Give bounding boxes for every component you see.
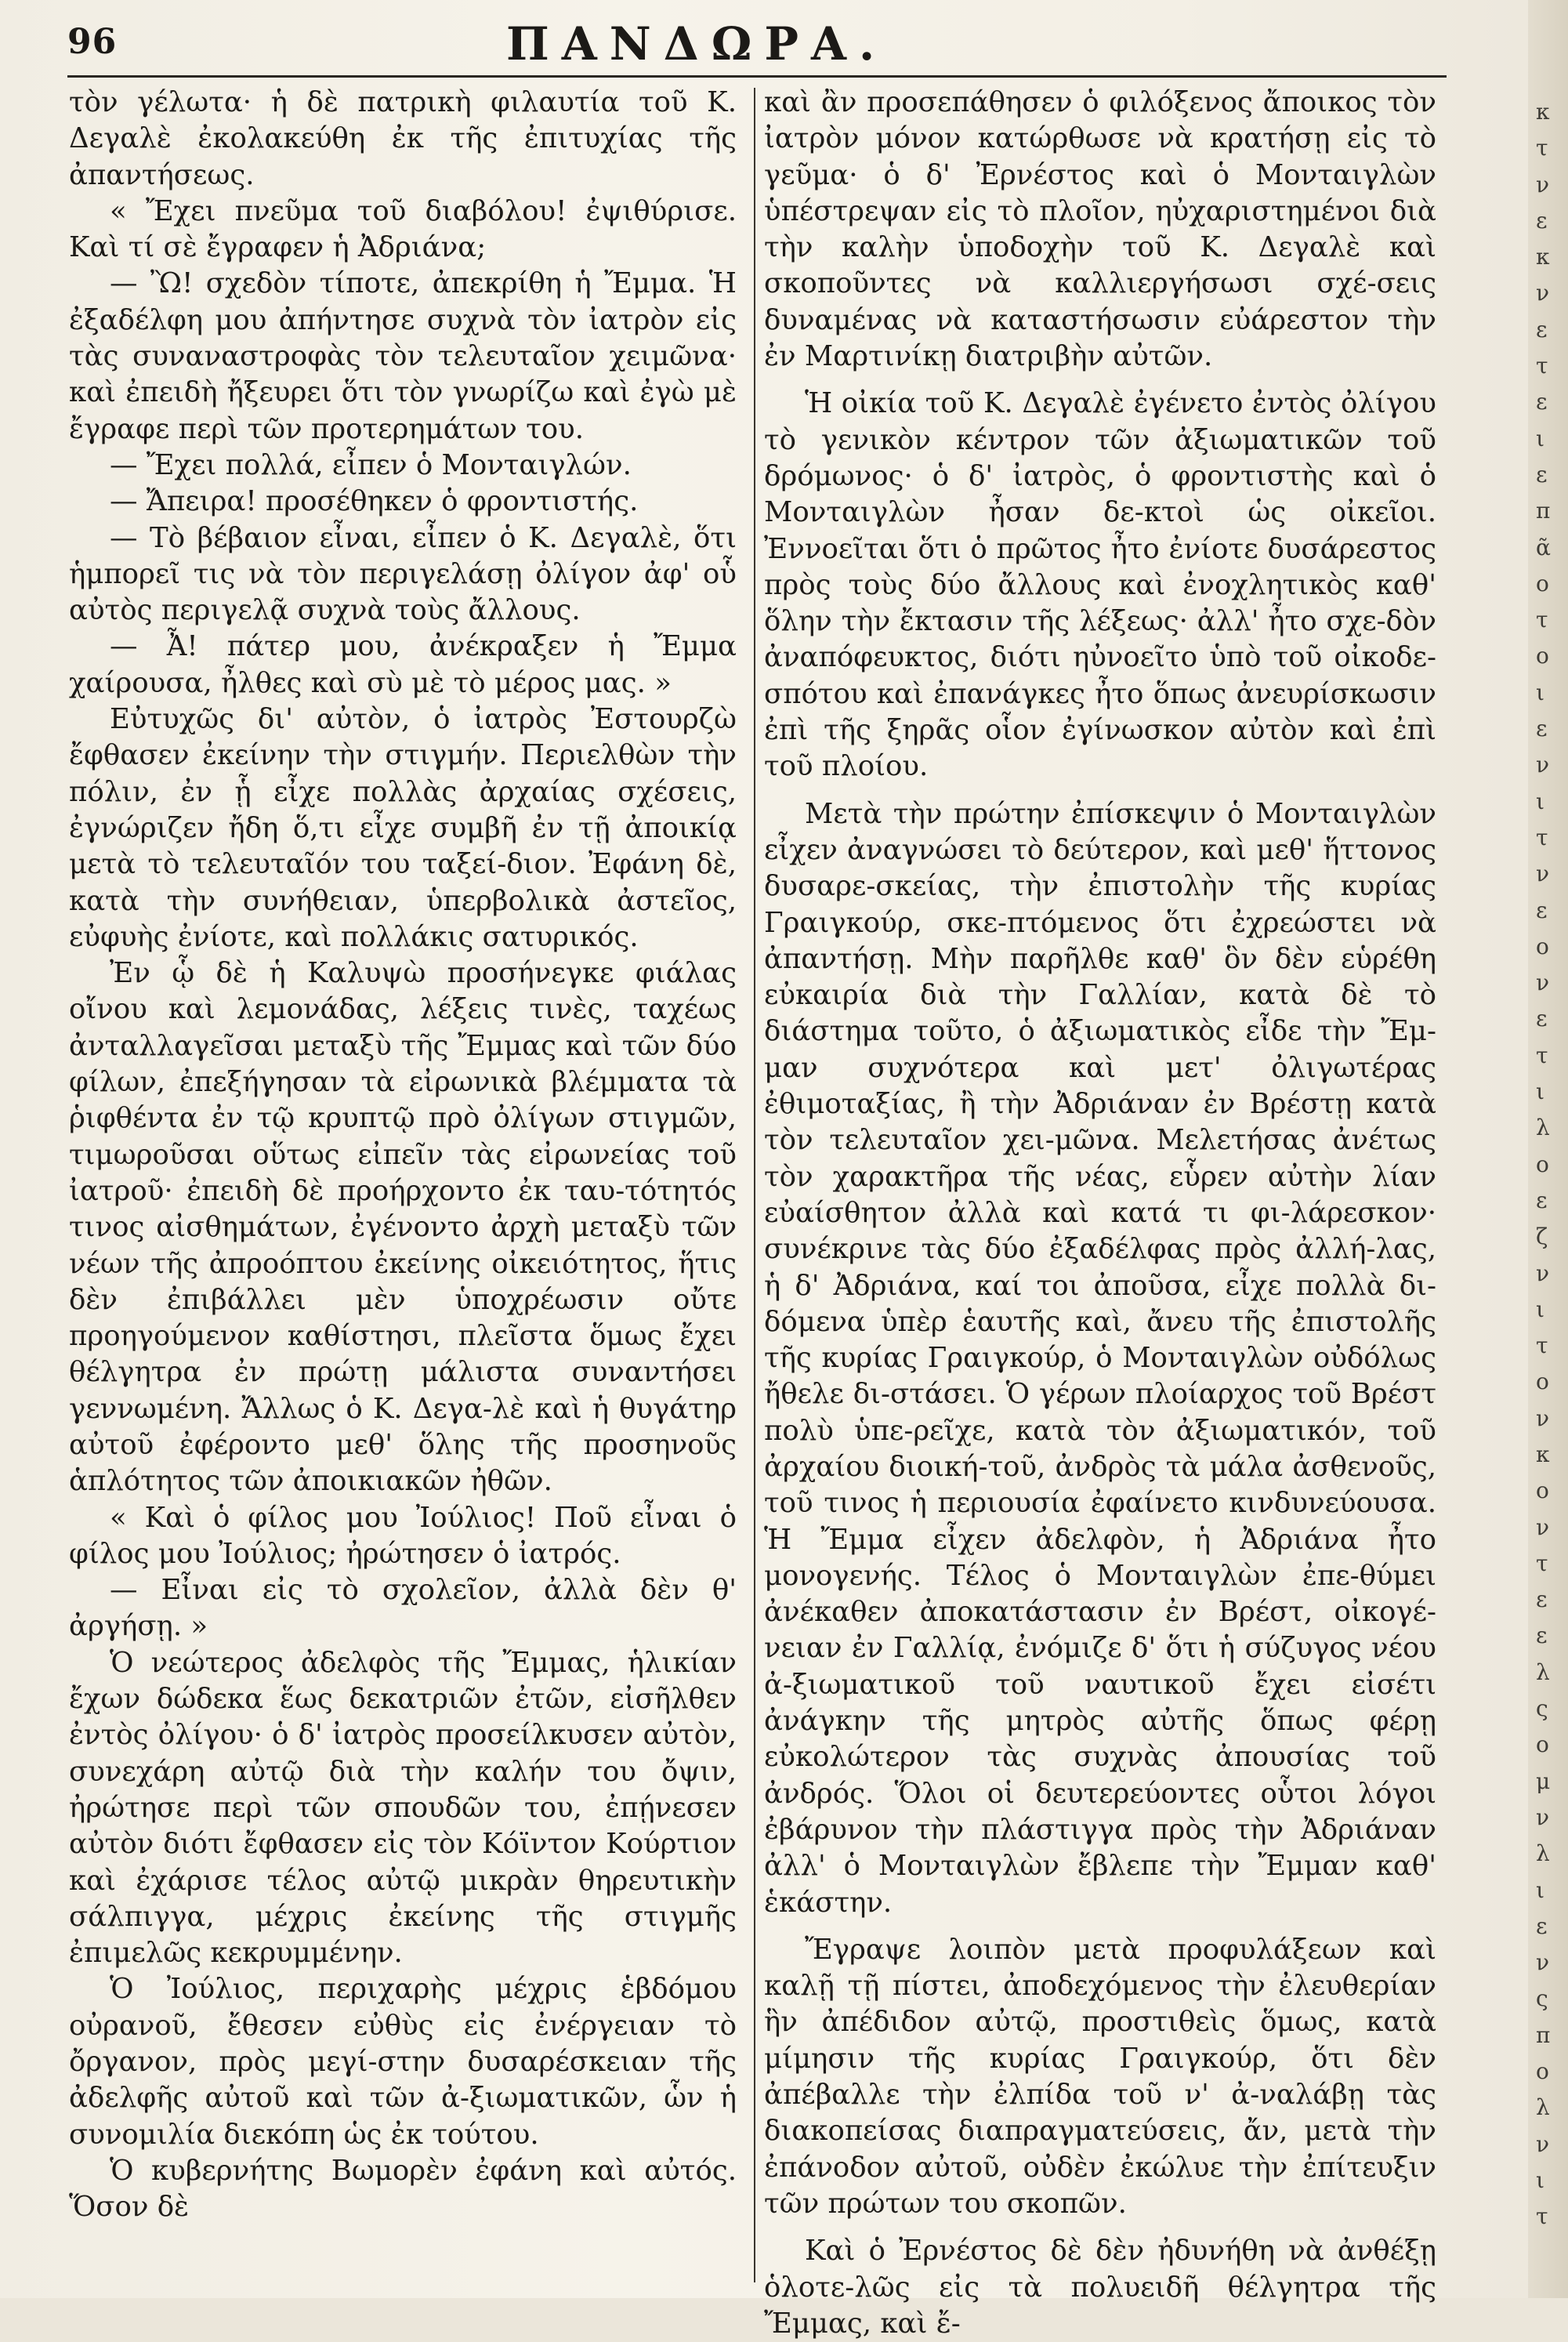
paragraph: Ἐν ᾧ δὲ ἡ Καλυψὼ προσήνεγκε φιάλας οἴνου καὶ λεμονάδας, λέξεις τινὲς, ταχέως ἀνταλλαγεῖσαι μεταξὺ τῆς Ἔμμας καὶ τῶν δύο φίλων, ἐπεξήγησαν τὰ εἰρωνικὰ βλέμματα τὰ ῥιφθέντα ἐν τῷ κρυπτῷ πρὸ ὀλίγων στιγμῶν, τιμωροῦσαι οὕτως εἰπεῖν τὰς εἰρωνείας τοῦ ἰατροῦ· ἐπειδὴ δὲ προήρχοντο ἐκ ταυ-τότητός τινος αἰσθημάτων, ἐγένοντο ἀρχὴ μεταξὺ τῶν νέων τῆς ἀπροόπτου ἐκείνης οἰκειότητος, ἥτις δὲν ἐπιβάλλει μὲν ὑποχρέωσιν οὔτε προηγούμενον καθίστησι, πλεῖστα ὅμως ἔχει θέλγητρα ἐν πρώτῃ μάλιστα συναντήσει γεννωμένη. Ἄλλως ὁ Κ. Δεγα-λὲ καὶ ἡ θυγάτηρ αὐτοῦ ἐφέροντο μεθ' ὅλης τῆς προσηνοῦς ἁπλότητος τῶν ἀποικιακῶν ἠθῶν. <box>69 957 737 1498</box>
edge-letter: λ <box>1536 1659 1550 1685</box>
paragraph: — Ἔχει πολλά, εἶπεν ὁ Μονταιγλών. <box>110 448 632 481</box>
paragraph: — Ἄπειρα! προσέθηκεν ὁ φροντιστής. <box>110 485 639 518</box>
edge-letter: λ <box>1536 1840 1550 1867</box>
edge-letter: τ <box>1536 1332 1548 1359</box>
edge-letter: ν <box>1536 171 1550 198</box>
edge-letter: ε <box>1536 1586 1548 1613</box>
page-number: 96 <box>67 22 118 62</box>
edge-letter: ᾶ <box>1536 534 1551 560</box>
paragraph: Ὁ κυβερνήτης Βωμορὲν ἐφάνη καὶ αὐτός. Ὅσον δὲ <box>69 2154 737 2224</box>
paragraph: Ἔγραψε λοιπὸν μετὰ προφυλάξεων καὶ καλῇ τῇ πίστει, ἀποδεχόμενος τὴν ἐλευθερίαν ἣν ἀπέδιδον αὐτῷ, προστιθεὶς ὅμως, κατὰ μίμησιν τῆς κυρίας Γραιγκούρ, ὅτι δὲν ἀπέβαλλε τὴν ἐλπίδα τοῦ ν' ἀ-ναλάβῃ τὰς διακοπείσας διαπραγματεύσεις, ἄν, μετὰ τὴν ἐπάνοδον αὐτοῦ, οὐδὲν ἐκώλυε τὴν ἐπίτευξιν τῶν πρώτων του σκοπῶν. <box>764 1933 1436 2220</box>
edge-letter: ς <box>1536 1695 1548 1722</box>
paragraph: Εὐτυχῶς δι' αὐτὸν, ὁ ἰατρὸς Ἐστουρζὼ ἔφθασεν ἐκείνην τὴν στιγμήν. Περιελθὼν τὴν πόλιν, ἐν ᾗ εἶχε πολλὰς ἀρχαίας σχέσεις, ἐγνώριζεν ἤδη ὅ,τι εἶχε συμβῆ ἐν τῇ ἀποικίᾳ μετὰ τὸ τελευταῖόν του ταξεί-διον. Ἐφάνη δὲ, κατὰ τὴν συνήθειαν, ὑπερβολικὰ ἀστεῖος, εὐφυὴς ἐνίοτε, καὶ πολλάκις σατυρικός. <box>69 703 737 953</box>
edge-letter: κ <box>1536 99 1550 125</box>
edge-letter: κ <box>1536 244 1550 270</box>
edge-letter: ο <box>1536 643 1549 669</box>
edge-letter: τ <box>1536 353 1548 379</box>
edge-letter: λ <box>1536 1115 1550 1141</box>
paragraph: Ὁ Ἰούλιος, περιχαρὴς μέχρις ἑβδόμου οὐρανοῦ, ἔθεσεν εὐθὺς εἰς ἐνέργειαν τὸ ὄργανον, πρὸς μεγί-στην δυσαρέσκειαν τῆς ἀδελφῆς αὐτοῦ καὶ τῶν ἀ-ξιωματικῶν, ὧν ἡ συνομιλία διεκόπη ὡς ἐκ τούτου. <box>69 1973 737 2151</box>
edge-letter: ι <box>1536 1876 1544 1903</box>
edge-letter: ι <box>1536 1296 1544 1322</box>
paragraph: Ἡ οἰκία τοῦ Κ. Δεγαλὲ ἐγένετο ἐντὸς ὀλίγου τὸ γενικὸν κέντρον τῶν ἀξιωματικῶν τοῦ δρόμωνος· ὁ δ' ἰατρὸς, ὁ φροντιστὴς καὶ ὁ Μονταιγλὼν ἦσαν δε-κτοὶ ὡς οἰκεῖοι. Ἐννοεῖται ὅτι ὁ πρῶτος ἦτο ἐνίοτε δυσάρεστος πρὸς τοὺς δύο ἄλλους καὶ ἐνοχλητικὸς καθ' ὅλην τὴν ἔκτασιν τῆς λέξεως· ἀλλ' ἦτο σχε-δὸν ἀναπόφευκτος, διότι ηὐνοεῖτο ὑπὸ τοῦ οἰκοδε-σπότου καὶ ἐπανάγκες ἦτο ὅπως ἀνευρίσκωσιν ἐπὶ τῆς ξηρᾶς οἷον ἐγίνωσκον αὐτὸν καὶ ἐπὶ τοῦ πλοίου. <box>764 387 1436 783</box>
edge-letter: λ <box>1536 2094 1550 2121</box>
edge-letter: ο <box>1536 933 1549 959</box>
edge-letter: ο <box>1536 2058 1549 2085</box>
edge-letter: ν <box>1536 1405 1550 1431</box>
edge-letter: ν <box>1536 752 1550 778</box>
paragraph: τὸν γέλωτα· ἡ δὲ πατρικὴ φιλαυτία τοῦ Κ. Δεγαλὲ ἐκολακεύθη ἐκ τῆς ἐπιτυχίας τῆς ἀπαντήσεως. <box>69 86 737 191</box>
edge-letter: τ <box>1536 824 1548 850</box>
edge-letter: ν <box>1536 861 1550 887</box>
paragraph: — Ὢ! σχεδὸν τίποτε, ἀπεκρίθη ἡ Ἔμμα. Ἡ ἐξαδέλφη μου ἀπήντησε συχνὰ τὸν ἰατρὸν εἰς τὰς συναναστροφὰς τὸν τελευταῖον χειμῶνα· καὶ ἐπειδὴ ἤξευρει ὅτι τὸν γνωρίζω καὶ ἐγὼ μὲ ἔγραφε περὶ τῶν προτερημάτων του. <box>69 267 737 445</box>
edge-letter: ν <box>1536 1260 1550 1286</box>
edge-letter: ε <box>1536 1187 1548 1213</box>
paragraph: Καὶ ὁ Ἐρνέστος δὲ δὲν ἠδυνήθη νὰ ἀνθέξῃ ὁλοτε-λῶς εἰς τὰ πολυειδῆ θέλγητρα τῆς Ἔμμας, καὶ ἔ- <box>764 2235 1436 2340</box>
paragraph: Μετὰ τὴν πρώτην ἐπίσκεψιν ὁ Μονταιγλὼν εἶχεν ἀναγνώσει τὸ δεύτερον, καὶ μεθ' ἥττονος δυσαρε-σκείας, τὴν ἐπιστολὴν τῆς κυρίας Γραιγκούρ, σκε-πτόμενος ὅτι ἐχρεώστει νὰ ἀπαντήσῃ. Μὴν παρῆλθε καθ' ὃν δὲν εὑρέθη εὐκαιρία διὰ τὴν Γαλλίαν, κατὰ δὲ τὸ διάστημα τοῦτο, ὁ ἀξιωματικὸς εἶδε τὴν Ἔμ-μαν συχνότερα καὶ μετ' ὀλιγωτέρας ἐθιμοταξίας, ἢ τὴν Ἀδριάναν ἐν Βρέστῃ κατὰ τὸν τελευταῖον χει-μῶνα. Μελετήσας ἀνέτως τὸν χαρακτῆρα τῆς νέας, εὗρεν αὐτὴν λίαν εὐαίσθητον ἀλλὰ καὶ κατά τι φι-λάρεσκον· συνέκρινε τὰς δύο ἐξαδέλφας πρὸς ἀλλή-λας, ἡ δ' Ἀδριάνα, καί τοι ἀποῦσα, εἶχε πολλὰ δι-δόμενα ὑπὲρ ἑαυτῆς καὶ, ἄνευ τῆς ἐπιστολῆς τῆς κυρίας Γραιγκούρ, ὁ Μονταιγλὼν οὐδόλως ἤθελε δι-στάσει. Ὁ γέρων πλοίαρχος τοῦ Βρέστ πολὺ ὑπε-ρεῖχε, κατὰ τὸν ἀξιωματικόν, τοῦ ἀρχαίου διοική-τοῦ, ἀνδρὸς τὰ μάλα ἀσθενοῦς, τοῦ τινος ἡ περιουσία ἐφαίνετο κινδυνεύουσα. Ἡ Ἔμμα εἶχεν ἀδελφὸν, ἡ Ἀδριάνα ἦτο μονογενής. Τέλος ὁ Μονταιγλὼν ἐπε-θύμει ἀνέκαθεν ἀποκατάστασιν ἐν Βρέστ, οἰκογέ-νειαν ἐν Γαλλίᾳ, ἐνόμιζε δ' ὅτι ἡ σύζυγος νέου ἀ-ξιωματικοῦ τοῦ ναυτικοῦ ἔχει εἰσέτι ἀνάγκην τῆς μητρὸς αὐτῆς ὅπως φέρῃ εὐκολώτερον τὰς συχνὰς ἀπουσίας τοῦ ἀνδρός. Ὅλοι οἱ δευτερεύοντες οὗτοι λόγοι ἐβάρυνον τὴν πλάστιγγα πρὸς τὴν Ἀδριάναν ἀλλ' ὁ Μονταιγλὼν ἔβλεπε τὴν Ἔμμαν καθ' ἑκάστην. <box>764 797 1436 1919</box>
edge-letter: ε <box>1536 897 1548 923</box>
edge-letter: ν <box>1536 1949 1550 1976</box>
header-rule <box>67 75 1447 78</box>
edge-letter: τ <box>1536 1550 1548 1576</box>
left-column <box>69 85 737 2226</box>
edge-letter: ι <box>1536 679 1544 705</box>
edge-letter: ε <box>1536 207 1548 234</box>
paragraph: Ὁ νεώτερος ἀδελφὸς τῆς Ἔμμας, ἡλικίαν ἔχων δώδεκα ἕως δεκατριῶν ἐτῶν, εἰσῆλθεν ἐντὸς ὀλίγου· ὁ δ' ἰατρὸς προσείλκυσεν αὐτὸν, συνεχάρη αὐτῷ διὰ τὴν καλήν του ὄψιν, ἠρώτησε περὶ τῶν σπουδῶν του, ἐπῄνεσεν αὐτὸν διότι ἔφθασεν εἰς τὸν Κόϊντον Κούρτιον καὶ ἐχάρισε τέλος αὐτῷ μικρὰν θηρευτικὴν σάλπιγγα, μέχρις ἐκείνης τῆς στιγμῆς ἐπιμελῶς κεκρυμμένην. <box>69 1646 737 1970</box>
edge-letter: τ <box>1536 1042 1548 1068</box>
edge-letter: ζ <box>1536 1224 1548 1250</box>
edge-letter: τ <box>1536 2203 1548 2230</box>
edge-letter: ε <box>1536 1622 1548 1649</box>
edge-letter: ε <box>1536 1006 1548 1032</box>
page-header <box>67 17 1447 78</box>
right-column <box>764 85 1436 2342</box>
edge-letter: ι <box>1536 1079 1544 1105</box>
edge-letter: π <box>1536 498 1551 524</box>
paragraph: « Καὶ ὁ φίλος μου Ἰούλιος! Ποῦ εἶναι ὁ φίλος μου Ἰούλιος; ἠρώτησεν ὁ ἰατρός. <box>69 1501 737 1570</box>
edge-letter: ν <box>1536 1514 1550 1540</box>
paragraph: καὶ ἂν προσεπάθησεν ὁ φιλόξενος ἄποικος τὸν ἰατρὸν μόνον κατώρθωσε νὰ κρατήσῃ εἰς τὸ γεῦμα· ὁ δ' Ἐρνέστος καὶ ὁ Μονταιγλὼν ὑπέστρεψαν εἰς τὸ πλοῖον, ηὐχαριστημένοι διὰ τὴν καλὴν ὑποδοχὴν τοῦ Κ. Δεγαλὲ καὶ σκοποῦντες νὰ καλλιεργήσωσι σχέ-σεις δυναμένας νὰ καταστήσωσιν εὐάρεστον τὴν ἐν Μαρτινίκῃ διατριβὴν αὐτῶν. <box>764 86 1436 373</box>
edge-letter: τ <box>1536 135 1548 161</box>
paragraph: « Ἔχει πνεῦμα τοῦ διαβόλου! ἐψιθύρισε. Καὶ τί σὲ ἔγραφεν ἡ Ἀδριάνα; <box>69 194 737 264</box>
edge-letter: ν <box>1536 1804 1550 1830</box>
edge-letter: ε <box>1536 389 1548 415</box>
running-title: ΠΑΝΔΩΡΑ. <box>506 17 888 71</box>
edge-letter: ε <box>1536 716 1548 742</box>
adjacent-page-letters <box>1536 94 1567 2235</box>
edge-letter: ε <box>1536 1912 1548 1939</box>
edge-letter: ν <box>1536 970 1550 996</box>
edge-letter: ς <box>1536 1985 1548 2012</box>
edge-letter: ν <box>1536 2130 1550 2157</box>
edge-letter: μ <box>1536 1767 1551 1794</box>
edge-letter: ο <box>1536 1151 1549 1177</box>
edge-letter: ν <box>1536 280 1550 306</box>
edge-letter: ο <box>1536 1369 1549 1395</box>
edge-letter: ι <box>1536 2166 1544 2193</box>
edge-letter: ο <box>1536 570 1549 596</box>
paragraph: — Τὸ βέβαιον εἶναι, εἶπεν ὁ Κ. Δεγαλὲ, ὅτι ἡμπορεῖ τις νὰ τὸν περιγελάσῃ ὀλίγον ἀφ' οὗ αὐτὸς περιγελᾷ συχνὰ τοὺς ἄλλους. <box>69 521 737 627</box>
edge-letter: π <box>1536 2021 1551 2048</box>
edge-letter: ο <box>1536 1477 1549 1504</box>
edge-letter: ο <box>1536 1731 1549 1758</box>
edge-letter: κ <box>1536 1441 1550 1467</box>
edge-letter: ε <box>1536 316 1548 343</box>
edge-letter: ε <box>1536 461 1548 488</box>
edge-letter: τ <box>1536 607 1548 633</box>
column-divider <box>754 88 755 2282</box>
paragraph: — Ἆ! πάτερ μου, ἀνέκραξεν ἡ Ἔμμα χαίρουσα, ἦλθες καὶ σὺ μὲ τὸ μέρος μας. » <box>69 630 737 699</box>
paragraph: — Εἶναι εἰς τὸ σχολεῖον, ἀλλὰ δὲν θ' ἀργήσῃ. » <box>69 1574 737 1643</box>
edge-letter: ι <box>1536 425 1544 451</box>
edge-letter: ι <box>1536 788 1544 814</box>
